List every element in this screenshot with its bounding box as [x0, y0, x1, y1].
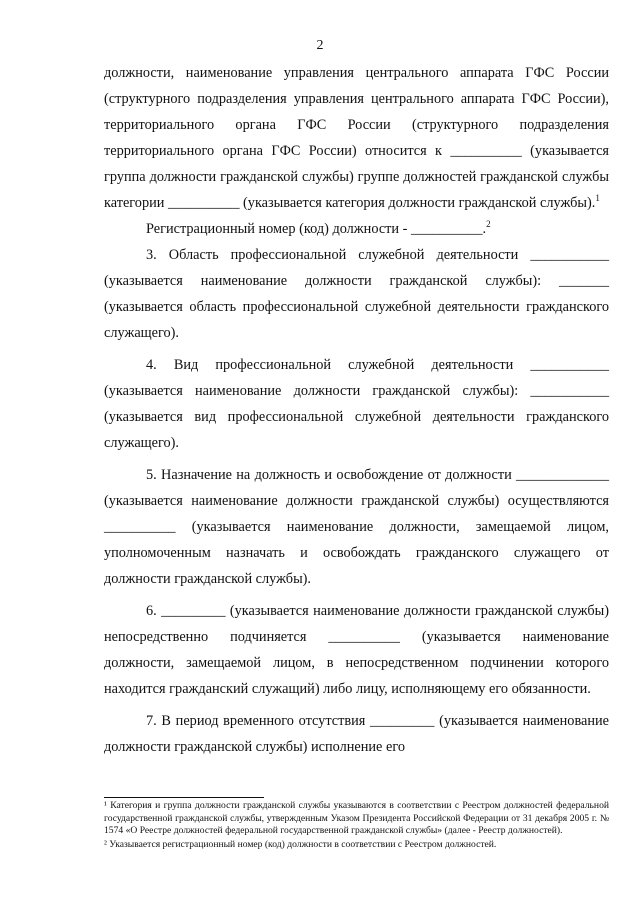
- footnote-2: ² Указывается регистрационный номер (код) должности в соответствии с Реестром должностей.: [104, 838, 497, 850]
- paragraph-text: должности, наименование управления центрального аппарата ГФС России (структурного подразделения управления центрального аппарата ГФС России), территориального органа ГФС России (структурного подразделения территориального органа ГФС России) относится к __________ (указывается группа должности гражданской службы) группе должностей гражданской службы категории __________ (указывается категория должности гражданской службы).: [104, 65, 609, 211]
- footnote-ref-1: 1: [595, 193, 600, 204]
- footnotes: [104, 800, 609, 851]
- footnote-1: ¹ Категория и группа должности гражданской службы указываются в соответствии с Реестром должностей федеральной государственной гражданской службы, утвержденным Указом Президента Российской Федерации от 31 декабря 2005 г. № 1574 «О Реестре должностей федеральной государственной гражданской службы» (далее - Реестр должностей).: [104, 800, 609, 836]
- page-number: 2: [316, 38, 324, 53]
- paragraph-4: 4. Вид профессиональной служебной деятельности ___________ (указывается наименование должности гражданской службы): ___________ (указывается вид профессиональной служебной деятельности гражданского служащего).: [104, 357, 609, 451]
- paragraph-3: 3. Область профессиональной служебной деятельности ___________ (указывается наименование должности гражданской службы): _______ (указывается область профессиональной служебной деятельности гражданского служащего).: [104, 247, 609, 341]
- paragraph-text: Регистрационный номер (код) должности - __________.: [146, 221, 487, 237]
- footnote-ref-2: 2: [486, 219, 491, 230]
- paragraph-6: 6. _________ (указывается наименование должности гражданской службы) непосредственно подчиняется __________ (указывается наименование должности, замещаемой лицом, в непосредственном подчинении которого находится гражданский служащий) либо лицу, исполняющему его обязанности.: [104, 603, 609, 697]
- paragraph-5: 5. Назначение на должность и освобождение от должности _____________ (указывается наименование должности гражданской службы) осуществляются __________ (указывается наименование должности, замещаемой лицом, уполномоченным назначать и освобождать гражданского служащего от должности гражданской службы).: [104, 467, 609, 587]
- paragraph-registration-number: [104, 216, 609, 242]
- document-body: [104, 60, 609, 760]
- paragraph-2-continuation: [104, 60, 609, 216]
- paragraph-7: 7. В период временного отсутствия _________ (указывается наименование должности гражданской службы) исполнение его: [104, 713, 609, 755]
- footnote-separator: [104, 797, 264, 798]
